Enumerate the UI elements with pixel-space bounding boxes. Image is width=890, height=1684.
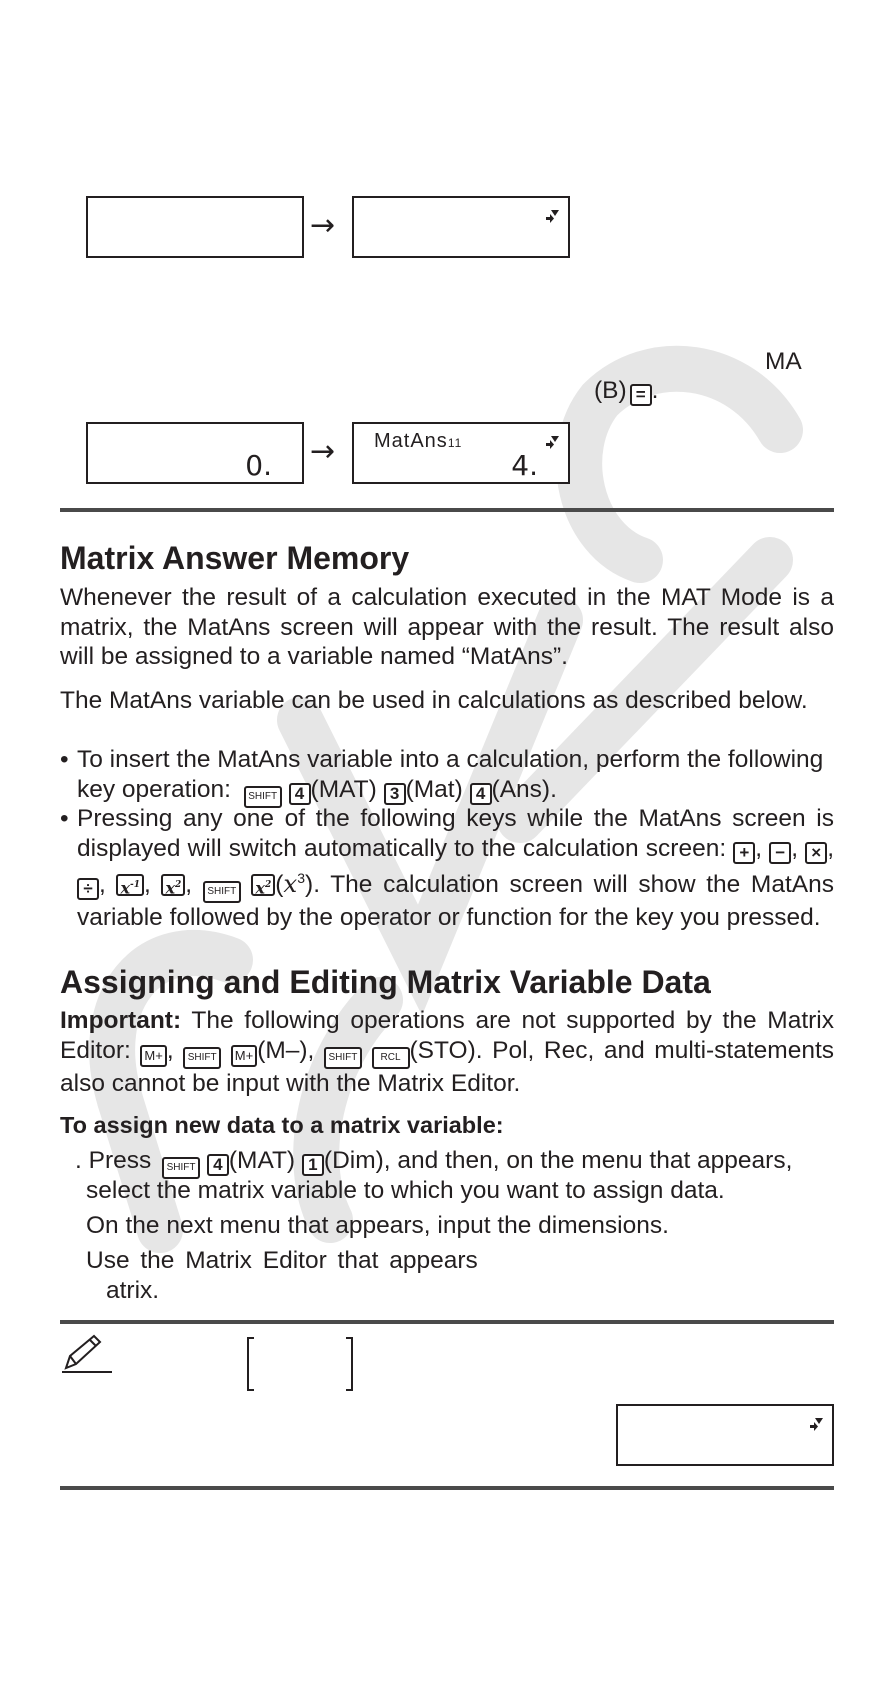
scroll-indicator-icon <box>544 208 562 226</box>
step1-mat: (MAT) <box>228 1147 296 1174</box>
section-divider-3 <box>60 1486 834 1490</box>
lcd-label-matans <box>374 430 462 453</box>
shift-key: SHIFT <box>203 881 241 903</box>
lcd-screen-right-1 <box>352 196 570 258</box>
lcd-screen-right-2 <box>352 422 570 484</box>
shift-key: SHIFT <box>183 1047 221 1069</box>
x-inverse-key: $x^{-1}$ <box>116 874 144 896</box>
x-squared-key: $x^2$ <box>161 874 185 896</box>
m-plus-key-2: M+ <box>231 1045 257 1067</box>
mat-label: (MAT) <box>310 775 377 803</box>
step1-press: . Press <box>75 1147 152 1174</box>
important-text: The following operations are not supported by the Matrix Editor: <box>60 1007 834 1064</box>
lcd-screen-note <box>616 1404 834 1466</box>
step1-dim: (Dim), and then, on the menu that appears, <box>323 1147 793 1174</box>
divide-key: ÷ <box>77 878 99 900</box>
four-key-3: 4 <box>207 1154 229 1176</box>
lcd-matans-sub: 11 <box>447 436 463 450</box>
step-2: On the next menu that appears, input the dimensions. <box>86 1212 669 1239</box>
lcd-value-right-2: 4. <box>511 449 538 482</box>
lcd-value-left-2: 0. <box>245 449 272 482</box>
step-1-line-1 <box>75 1146 792 1179</box>
scroll-indicator-icon <box>544 434 562 452</box>
b-label: (B) <box>594 377 627 404</box>
text-fragment-b <box>594 377 658 406</box>
bullet-insert-matans <box>60 745 834 805</box>
text-fragment-ma: MA <box>765 348 802 375</box>
x-squared-label: x <box>165 878 176 898</box>
period: . <box>651 377 659 404</box>
bullet-text-2: Pressing any one of the following keys while the MatAns screen is displayed will switch automatically to the calculation screen: + , − , × , ÷ , $x^{-1}$ , $x^2$ , SHIFT $x^2$ $(x^3)$. The calculation screen will show the MatAns variable followed by the operator or function for the key you pressed. <box>77 805 834 931</box>
m-minus-label: (M–), <box>257 1036 315 1064</box>
section-divider-1 <box>60 508 834 512</box>
x-inverse-label: x <box>120 878 131 898</box>
step-3-line-2: atrix. <box>106 1277 160 1304</box>
section-title-matrix-answer-memory: Matrix Answer Memory <box>60 540 410 576</box>
scroll-indicator-icon <box>808 1416 826 1434</box>
section-divider-2 <box>60 1320 834 1324</box>
matx-label: (Mat) <box>405 775 463 803</box>
transition-arrow-1: → <box>310 208 336 243</box>
bullet-dot: • <box>60 746 69 773</box>
x-squared-key-2: $x^2$ <box>251 874 275 896</box>
subheading-assign-new-data: To assign new data to a matrix variable: <box>60 1112 504 1138</box>
shift-key: SHIFT <box>324 1047 362 1069</box>
bullet-switch-screen <box>60 804 834 954</box>
section-title-assigning-editing: Assigning and Editing Matrix Variable Data <box>60 964 711 1000</box>
one-key: 1 <box>302 1154 324 1176</box>
four-key-2: 4 <box>470 783 492 805</box>
paragraph-matans-intro: Whenever the result of a calculation executed in the MAT Mode is a matrix, the MatAns screen will appear with the result. The result also will be assigned to a variable named “MatAns”. <box>60 584 834 670</box>
pencil-note-icon <box>60 1334 114 1376</box>
bullet2-text-b: ). The calculation screen will show the MatAns variable followed by the operator or function for the key you pressed. <box>77 870 834 931</box>
rcl-key: RCL <box>372 1047 410 1069</box>
equals-key: = <box>630 384 652 406</box>
shift-key: SHIFT <box>244 786 282 808</box>
important-label: Important: <box>60 1007 182 1034</box>
minus-key: − <box>769 842 791 864</box>
bullet-dot: • <box>60 805 69 832</box>
paragraph-matans-usage: The MatAns variable can be used in calculations as described below. <box>60 687 808 714</box>
step-1-line-2: select the matrix variable to which you want to assign data. <box>86 1177 725 1204</box>
ans-label: (Ans). <box>491 775 557 803</box>
plus-key: + <box>733 842 755 864</box>
four-key: 4 <box>289 783 311 805</box>
x-cubed-label: x <box>283 868 298 898</box>
three-key: 3 <box>384 783 406 805</box>
shift-key: SHIFT <box>162 1157 200 1179</box>
paragraph-important: Important: The following operations are not supported by the Matrix Editor: M+ , SHIFT M+ (M–), SHIFT RCL (STO). Pol, Rec, and multi-statements also cannot be input with the Matrix Editor. <box>60 1007 835 1097</box>
sto-text: (STO). Pol, Rec, and multi-statements also cannot be input with the Matrix Editor. <box>60 1036 835 1097</box>
bullet1-text: To insert the MatAns variable into a calculation, perform the following key operation: <box>77 746 824 803</box>
matrix-bracket-icon <box>246 1336 356 1392</box>
bullet-text-1 <box>77 745 834 808</box>
m-plus-key: M+ <box>140 1045 166 1067</box>
lcd-screen-left-2 <box>86 422 304 484</box>
step-3-line-1: Use the Matrix Editor that appears <box>86 1247 478 1274</box>
x-squared-label-2: x <box>255 878 265 898</box>
lcd-matans-text: MatAns <box>374 430 448 452</box>
times-key: × <box>805 842 827 864</box>
transition-arrow-2: → <box>310 434 336 469</box>
bullet2-text-a: Pressing any one of the following keys while the MatAns screen is displayed will switch automatically to the calculation screen: <box>77 805 834 862</box>
lcd-screen-left-1 <box>86 196 304 258</box>
